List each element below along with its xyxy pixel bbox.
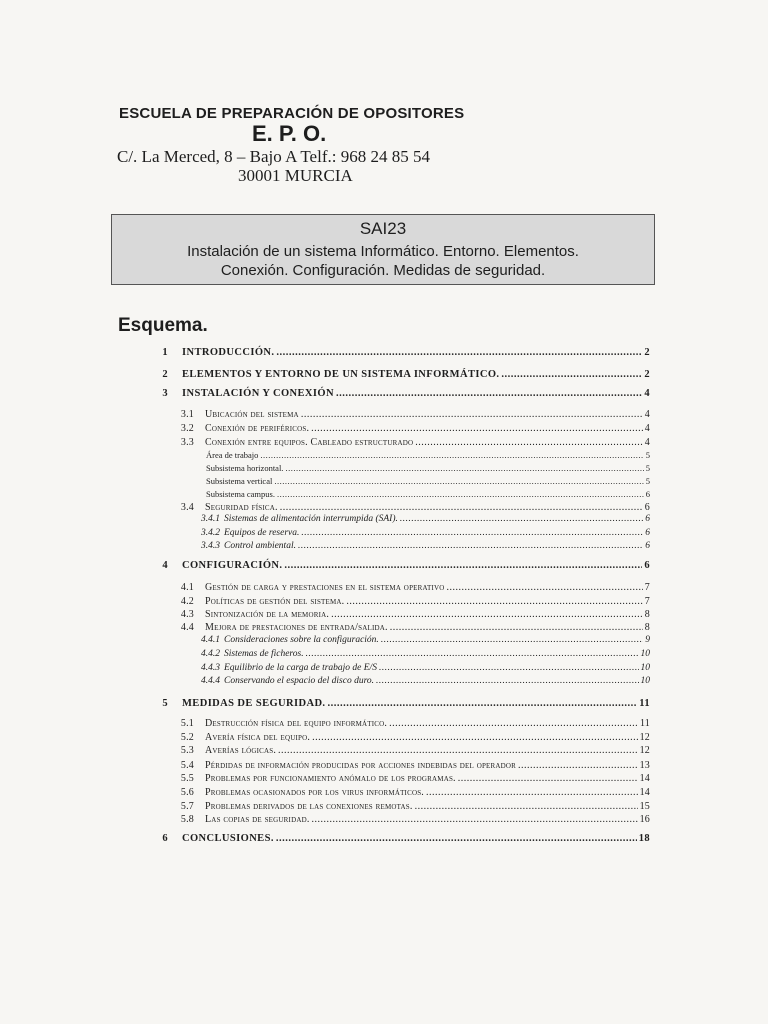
toc-entry-page: 4 <box>644 388 650 399</box>
toc-entry-page: 18 <box>638 833 650 844</box>
toc-entry-number: 4.1 <box>180 582 194 593</box>
toc-entry-number: 4.4 <box>180 622 194 633</box>
toc-entry-page: 8 <box>644 622 650 633</box>
toc-entry <box>180 409 650 420</box>
toc-entry-page: 12 <box>639 745 650 756</box>
topic-code: SAI23 <box>359 219 407 238</box>
toc-entry <box>180 801 650 812</box>
toc-entry-page: 4 <box>644 423 650 434</box>
toc-leader-dots <box>298 541 643 551</box>
toc-entry-number: 5.1 <box>180 718 194 729</box>
toc-entry-page: 5 <box>645 476 650 486</box>
toc-leader-dots <box>400 514 643 524</box>
toc-leader-dots <box>277 489 644 499</box>
toc-entry <box>201 663 650 673</box>
toc-entry-page: 2 <box>644 347 650 358</box>
toc-entry <box>180 787 650 798</box>
toc-entry <box>201 649 650 659</box>
toc-leader-dots <box>376 676 638 686</box>
toc-leader-dots <box>501 369 642 380</box>
toc-entry-page: 9 <box>645 635 650 645</box>
toc-leader-dots <box>276 347 642 358</box>
toc-entry-page: 13 <box>639 760 650 771</box>
toc-entry <box>180 773 650 784</box>
toc-entry-number: 5.2 <box>180 732 194 743</box>
toc-entry <box>180 582 650 593</box>
toc-entry <box>180 596 650 607</box>
toc-entry <box>180 745 650 756</box>
toc-entry <box>180 437 650 448</box>
toc-entry-title: Averías lógicas. <box>205 745 277 756</box>
toc-entry <box>206 489 650 499</box>
toc-leader-dots <box>518 760 638 771</box>
toc-leader-dots <box>390 622 643 633</box>
toc-leader-dots <box>276 833 637 844</box>
toc-entry <box>162 347 650 358</box>
toc-entry-number: 6 <box>162 833 168 844</box>
toc-entry-title: Sintonización de la memoria. <box>205 609 330 620</box>
school-city: 30001 MURCIA <box>238 166 353 185</box>
toc-entry-page: 12 <box>639 732 650 743</box>
toc-entry-number: 3.2 <box>180 423 194 434</box>
toc-leader-dots <box>312 732 638 743</box>
topic-banner <box>111 214 655 285</box>
toc-entry-page: 16 <box>639 814 650 825</box>
toc-entry-title: Problemas por funcionamiento anómalo de los programas. <box>205 773 456 784</box>
topic-title-line-2: Conexión. Configuración. Medidas de seguridad. <box>220 262 546 279</box>
toc-entry <box>180 718 650 729</box>
toc-entry-number: 3.4.1 <box>201 514 220 524</box>
topic-title-line-1: Instalación de un sistema Informático. Entorno. Elementos. <box>187 243 579 260</box>
outline-heading: Esquema. <box>118 315 208 336</box>
toc-entry <box>162 560 650 571</box>
toc-entry <box>201 676 650 686</box>
toc-entry-title: CONFIGURACIÓN. <box>182 560 283 571</box>
toc-entry-page: 15 <box>639 801 650 812</box>
toc-entry-title: Gestión de carga y prestaciones en el sistema operativo <box>205 582 445 593</box>
toc-entry-title: Avería física del equipo. <box>205 732 311 743</box>
toc-entry-number: 4 <box>162 560 168 571</box>
toc-entry-page: 5 <box>645 463 650 473</box>
school-name: ESCUELA DE PREPARACIÓN DE OPOSITORES <box>119 105 465 122</box>
toc-entry-number: 5.3 <box>180 745 194 756</box>
toc-leader-dots <box>346 596 642 607</box>
toc-entry <box>180 622 650 633</box>
toc-entry-page: 6 <box>645 541 650 551</box>
school-address: C/. La Merced, 8 – Bajo A Telf.: 968 24 85 54 <box>117 147 430 166</box>
toc-entry-title: Subsistema horizontal. <box>206 463 284 473</box>
toc-entry <box>206 463 650 473</box>
toc-entry-page: 10 <box>640 649 650 659</box>
toc-entry-page: 2 <box>644 369 650 380</box>
toc-entry-title: Seguridad física. <box>205 502 278 513</box>
toc-entry <box>162 698 650 709</box>
toc-leader-dots <box>426 787 638 798</box>
toc-entry <box>201 541 650 551</box>
toc-entry-number: 5.7 <box>180 801 194 812</box>
toc-entry-title: Sistemas de alimentación interrumpida (SAI). <box>224 514 398 524</box>
toc-leader-dots <box>306 649 639 659</box>
toc-leader-dots <box>280 502 643 513</box>
toc-entry-number: 5.8 <box>180 814 194 825</box>
toc-entry-number: 5.5 <box>180 773 194 784</box>
toc-leader-dots <box>311 423 643 434</box>
toc-entry <box>180 814 650 825</box>
toc-entry-page: 6 <box>645 528 650 538</box>
toc-entry-page: 11 <box>639 718 650 729</box>
toc-entry-title: Conexión de periféricos. <box>205 423 310 434</box>
toc-entry-number: 2 <box>162 369 168 380</box>
toc-entry-number: 3.4.2 <box>201 528 220 538</box>
toc-entry-title: INSTALACIÓN Y CONEXIÓN <box>182 388 334 399</box>
toc-entry-page: 7 <box>644 582 650 593</box>
toc-leader-dots <box>301 409 643 420</box>
toc-entry-title: Conexión entre equipos. Cableado estructurado <box>205 437 414 448</box>
toc-leader-dots <box>284 560 642 571</box>
toc-leader-dots <box>327 698 637 709</box>
toc-entry-title: Consideraciones sobre la configuración. <box>224 635 379 645</box>
toc-leader-dots <box>274 476 643 486</box>
toc-entry-page: 4 <box>644 437 650 448</box>
toc-leader-dots <box>260 450 643 460</box>
toc-entry-title: Equilibrio de la carga de trabajo de E/S <box>224 663 377 673</box>
toc-leader-dots <box>389 718 638 729</box>
toc-entry <box>180 609 650 620</box>
toc-entry <box>206 450 650 460</box>
toc-entry <box>180 732 650 743</box>
toc-entry-title: Subsistema vertical <box>206 476 273 486</box>
toc-entry-page: 6 <box>645 514 650 524</box>
toc-entry-number: 3.4 <box>180 502 194 513</box>
toc-entry-title: INTRODUCCIÓN. <box>182 347 275 358</box>
toc-leader-dots <box>301 528 643 538</box>
toc-entry-page: 7 <box>644 596 650 607</box>
toc-leader-dots <box>381 635 643 645</box>
toc-entry-title: Pérdidas de información producidas por acciones indebidas del operador <box>205 760 517 771</box>
toc-entry-number: 4.3 <box>180 609 194 620</box>
toc-leader-dots <box>458 773 638 784</box>
toc-leader-dots <box>336 388 642 399</box>
toc-entry-number: 4.4.4 <box>201 676 220 686</box>
toc-entry-number: 4.4.3 <box>201 663 220 673</box>
toc-entry-title: Sistemas de ficheros. <box>224 649 304 659</box>
toc-entry-title: Área de trabajo <box>206 450 259 460</box>
toc-entry-title: Destrucción física del equipo informático. <box>205 718 388 729</box>
toc-entry-number: 3.4.3 <box>201 541 220 551</box>
toc-leader-dots <box>278 745 638 756</box>
school-acronym: E. P. O. <box>252 121 327 146</box>
toc-entry-number: 3.3 <box>180 437 194 448</box>
toc-entry-title: Problemas derivados de las conexiones remotas. <box>205 801 413 812</box>
toc-entry-title: Las copias de seguridad. <box>205 814 310 825</box>
toc-entry-page: 6 <box>645 489 650 499</box>
toc-leader-dots <box>415 801 638 812</box>
toc-entry-page: 6 <box>644 560 650 571</box>
toc-entry-number: 4.4.2 <box>201 649 220 659</box>
toc-entry <box>162 388 650 399</box>
toc-entry-title: Conservando el espacio del disco duro. <box>224 676 375 686</box>
toc-leader-dots <box>447 582 643 593</box>
toc-entry <box>201 514 650 524</box>
toc-entry-title: Equipos de reserva. <box>224 528 300 538</box>
toc-entry-title: Control ambiental. <box>224 541 296 551</box>
toc-entry-title: Subsistema campus. <box>206 489 275 499</box>
toc-entry-title: CONCLUSIONES. <box>182 833 274 844</box>
toc-entry-title: Ubicación del sistema <box>205 409 299 420</box>
toc-entry-title: Mejora de prestaciones de entrada/salida. <box>205 622 388 633</box>
toc-leader-dots <box>312 814 638 825</box>
toc-entry <box>162 833 650 844</box>
toc-entry-title: Problemas ocasionados por los virus informáticos. <box>205 787 425 798</box>
toc-entry <box>162 369 650 380</box>
toc-entry-number: 1 <box>162 347 168 358</box>
toc-entry-page: 14 <box>639 773 650 784</box>
toc-entry-page: 8 <box>644 609 650 620</box>
toc-entry <box>180 502 650 513</box>
toc-entry-title: ELEMENTOS Y ENTORNO DE UN SISTEMA INFORMÁTICO. <box>182 369 500 380</box>
toc-entry <box>206 476 650 486</box>
toc-entry-number: 5.6 <box>180 787 194 798</box>
toc-entry <box>201 635 650 645</box>
toc-entry-number: 3.1 <box>180 409 194 420</box>
toc-entry-page: 11 <box>639 698 650 709</box>
toc-leader-dots <box>331 609 643 620</box>
toc-entry-title: MEDIDAS DE SEGURIDAD. <box>182 698 326 709</box>
toc-entry-page: 6 <box>644 502 650 513</box>
toc-leader-dots <box>415 437 643 448</box>
toc-entry <box>201 528 650 538</box>
toc-entry-number: 5 <box>162 698 168 709</box>
toc-entry-number: 4.4.1 <box>201 635 220 645</box>
toc-entry-page: 14 <box>639 787 650 798</box>
toc-leader-dots <box>379 663 639 673</box>
toc-entry-number: 3 <box>162 388 168 399</box>
toc-entry <box>180 423 650 434</box>
toc-entry-number: 5.4 <box>180 760 194 771</box>
toc-entry-page: 5 <box>645 450 650 460</box>
toc-entry-page: 10 <box>640 676 650 686</box>
toc-entry <box>180 760 650 771</box>
toc-entry-page: 10 <box>640 663 650 673</box>
toc-entry-title: Políticas de gestión del sistema. <box>205 596 345 607</box>
toc-entry-page: 4 <box>644 409 650 420</box>
toc-leader-dots <box>285 463 643 473</box>
toc-entry-number: 4.2 <box>180 596 194 607</box>
